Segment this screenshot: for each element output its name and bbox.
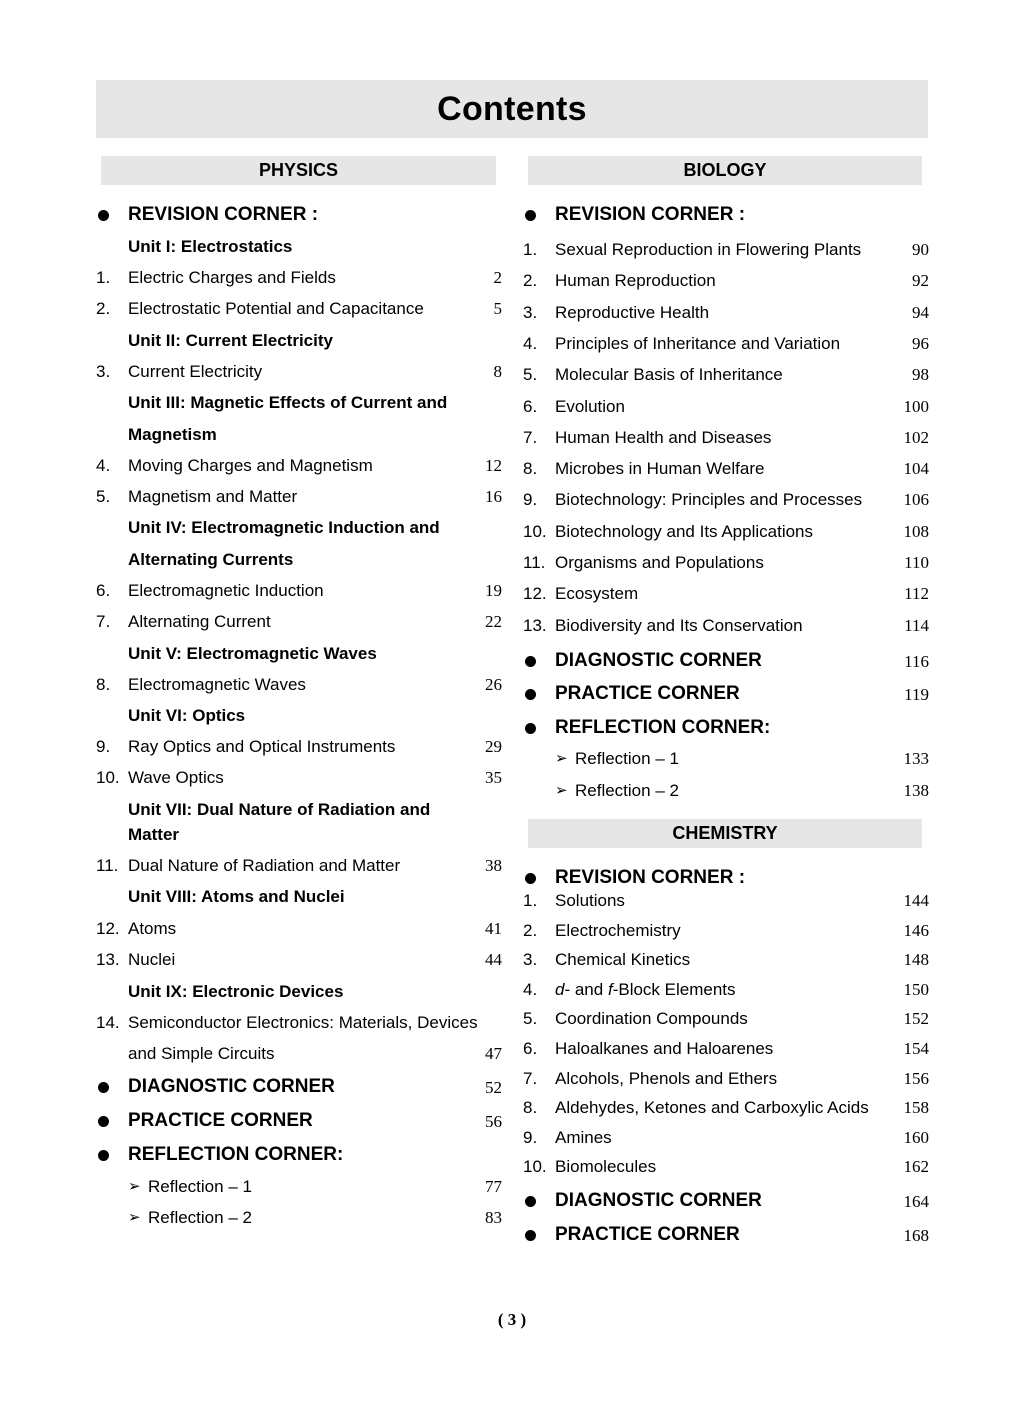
unit-label: Unit VIII: Atoms and Nuclei (128, 887, 345, 906)
toc-entry[interactable] (523, 428, 929, 456)
page-number: 90 (912, 240, 929, 259)
toc-entry[interactable] (96, 1013, 506, 1041)
physics-reflection-corner[interactable] (96, 1144, 506, 1172)
chapter-title: Haloalkanes and Haloarenes (555, 1039, 774, 1058)
chapter-title: Principles of Inheritance and Variation (555, 333, 841, 353)
unit-label: Unit IX: Electronic Devices (128, 982, 344, 1001)
arrow-bullet-icon: ➢ (555, 782, 568, 799)
chapter-number: 5. (96, 487, 111, 506)
chapter-number: 6. (523, 1039, 538, 1058)
corner-label: DIAGNOSTIC CORNER (128, 1076, 335, 1097)
chapter-number: 11. (523, 553, 546, 572)
unit-label: Magnetism (128, 425, 217, 444)
unit-heading (96, 550, 506, 578)
toc-entry[interactable] (523, 490, 929, 518)
chapter-title: Electromagnetic Waves (128, 675, 306, 694)
page-number: 168 (903, 1226, 929, 1245)
corner-label: DIAGNOSTIC CORNER (555, 650, 762, 671)
bullet-icon (98, 210, 109, 221)
page-number: 35 (485, 768, 502, 787)
toc-entry[interactable] (96, 362, 506, 390)
corner-label: DIAGNOSTIC CORNER (555, 1190, 762, 1211)
page-number: 110 (904, 553, 929, 572)
toc-entry[interactable] (96, 737, 506, 765)
biology-revision-corner[interactable] (523, 204, 929, 232)
page-number: 104 (903, 459, 929, 479)
chapter-title: Human Health and Diseases (555, 427, 772, 447)
chapter-title: Dual Nature of Radiation and Matter (128, 856, 401, 875)
reflection-label: Reflection – 2 (148, 1208, 252, 1227)
title-bar (96, 80, 928, 138)
chapter-title: Aldehydes, Ketones and Carboxylic Acids (555, 1098, 869, 1118)
unit-heading (96, 425, 506, 453)
chapter-number: 5. (523, 1009, 538, 1029)
page-number: 5 (493, 299, 502, 318)
page-number: 156 (903, 1068, 929, 1088)
toc-entry[interactable] (523, 522, 929, 550)
chapter-title: Solutions (555, 891, 625, 910)
toc-entry[interactable] (523, 459, 929, 487)
chapter-number: 7. (523, 1068, 538, 1088)
chapter-number: 1. (523, 891, 538, 910)
unit-label: Unit VII: Dual Nature of Radiation and (128, 800, 431, 819)
page-number: 47 (485, 1044, 502, 1063)
unit-heading (96, 393, 506, 421)
toc-entry[interactable] (96, 299, 506, 327)
page-number: 106 (903, 490, 929, 510)
unit-label: Matter (128, 825, 180, 844)
chapter-number: 10. (523, 521, 547, 541)
toc-entry[interactable] (523, 334, 929, 362)
reflection-label: Reflection – 2 (575, 781, 679, 800)
toc-entry[interactable] (523, 303, 929, 331)
toc-entry[interactable] (523, 553, 929, 581)
bullet-icon (98, 1082, 109, 1093)
biology-header: BIOLOGY (528, 156, 922, 185)
chapter-title: Electrostatic Potential and Capacitance (128, 299, 424, 318)
chapter-title: Magnetism and Matter (128, 487, 298, 506)
unit-label: Unit IV: Electromagnetic Induction and (128, 518, 440, 537)
toc-entry[interactable] (523, 271, 929, 299)
bullet-icon (525, 1196, 536, 1207)
chapter-title-part: -Block Elements (612, 979, 736, 999)
chapter-title: Alcohols, Phenols and Ethers (555, 1068, 778, 1088)
reflection-label: Reflection – 1 (148, 1177, 252, 1196)
toc-entry[interactable] (96, 768, 506, 796)
page-number: 133 (903, 749, 929, 768)
chapter-title: Coordination Compounds (555, 1009, 748, 1029)
chapter-number: 5. (523, 365, 538, 385)
page-title: Contents (437, 89, 587, 128)
chapter-title: Moving Charges and Magnetism (128, 456, 373, 475)
toc-entry[interactable] (96, 856, 506, 884)
chapter-title: Semiconductor Electronics: Materials, Devices (128, 1013, 478, 1032)
toc-entry[interactable] (523, 616, 929, 644)
bullet-icon (98, 1116, 109, 1127)
chapter-title: Organisms and Populations (555, 553, 764, 572)
toc-entry[interactable] (523, 1009, 929, 1037)
page-number: 164 (903, 1192, 929, 1211)
toc-entry[interactable] (523, 1069, 929, 1097)
reflection-entry[interactable] (96, 1208, 506, 1236)
toc-entry[interactable] (96, 612, 506, 640)
toc-entry[interactable] (523, 1157, 929, 1185)
chemistry-diagnostic-corner[interactable] (523, 1190, 929, 1218)
unit-heading (96, 800, 506, 828)
chapter-title: Electromagnetic Induction (128, 581, 324, 600)
chapter-title-continued: and Simple Circuits (128, 1044, 275, 1063)
toc-entry[interactable] (96, 456, 506, 484)
toc-entry[interactable] (96, 487, 506, 515)
chapter-title: Biodiversity and Its Conservation (555, 615, 803, 635)
unit-label: Unit III: Magnetic Effects of Current and (128, 393, 448, 412)
page-number: 92 (912, 271, 929, 291)
page-number: 154 (903, 1039, 929, 1058)
chapter-number: 8. (523, 459, 538, 479)
bullet-icon (98, 1150, 109, 1161)
toc-entry[interactable] (523, 921, 929, 949)
chapter-number: 3. (523, 950, 538, 970)
physics-header: PHYSICS (101, 156, 496, 185)
chapter-number: 13. (96, 950, 120, 969)
unit-label: Unit V: Electromagnetic Waves (128, 644, 377, 663)
arrow-bullet-icon: ➢ (555, 750, 568, 767)
chapter-number: 9. (523, 1127, 538, 1147)
chapter-number: 14. (96, 1013, 120, 1032)
page-number: 144 (903, 891, 929, 910)
chapter-title: Alternating Current (128, 612, 271, 631)
page-number: 152 (903, 1009, 929, 1029)
page-number: 44 (485, 950, 502, 969)
toc-entry[interactable] (96, 950, 506, 978)
bullet-icon (525, 689, 536, 700)
toc-entry-continued[interactable] (96, 1044, 506, 1072)
biology-diagnostic-corner[interactable] (523, 650, 929, 678)
toc-entry[interactable] (523, 950, 929, 978)
chapter-number: 10. (523, 1157, 547, 1177)
page-number: 83 (485, 1208, 502, 1227)
chapter-number: 1. (96, 268, 111, 287)
chapter-title: Nuclei (128, 950, 176, 969)
unit-heading (96, 237, 506, 265)
page-number: 146 (903, 920, 929, 940)
toc-entry[interactable] (523, 1128, 929, 1156)
page-number: 16 (485, 487, 502, 506)
chapter-title: Chemical Kinetics (555, 950, 691, 970)
toc-entry[interactable] (523, 365, 929, 393)
chapter-number: 2. (523, 920, 538, 940)
page-number: 119 (904, 685, 929, 704)
corner-label: REFLECTION CORNER: (555, 717, 771, 738)
chapter-title: Wave Optics (128, 768, 224, 787)
chapter-title: Microbes in Human Welfare (555, 459, 765, 479)
chapter-title: Electrochemistry (555, 920, 681, 940)
page-number: 19 (485, 581, 502, 600)
chapter-title: Biomolecules (555, 1157, 657, 1177)
chapter-title: Biotechnology and Its Applications (555, 521, 814, 541)
unit-label: Unit VI: Optics (128, 706, 246, 725)
toc-entry[interactable] (523, 1039, 929, 1067)
revision-corner-label: REVISION CORNER : (555, 204, 746, 225)
toc-entry[interactable] (523, 584, 929, 612)
page-number: 12 (485, 456, 502, 475)
toc-entry[interactable] (523, 240, 929, 268)
chapter-number: 6. (96, 581, 111, 600)
corner-label: PRACTICE CORNER (555, 683, 740, 704)
page-number: 102 (903, 427, 929, 447)
unit-heading (96, 706, 506, 734)
page-footer-number: ( 3 ) (497, 1310, 527, 1329)
biology-practice-corner[interactable] (523, 683, 929, 711)
chapter-number: 8. (523, 1098, 538, 1118)
page-number: 52 (485, 1078, 502, 1097)
bullet-icon (525, 723, 536, 734)
unit-heading (96, 825, 506, 853)
corner-label: REFLECTION CORNER: (128, 1144, 344, 1165)
chapter-number: 9. (96, 737, 111, 756)
page-number: 112 (904, 584, 929, 604)
chapter-number: 4. (523, 979, 538, 999)
page-number: 96 (912, 333, 929, 353)
revision-corner-label: REVISION CORNER : (128, 204, 319, 225)
chapter-number: 4. (96, 456, 111, 475)
page-number: 29 (485, 737, 502, 756)
physics-practice-corner[interactable] (96, 1110, 506, 1138)
unit-label: Alternating Currents (128, 550, 294, 569)
page-number: 56 (485, 1112, 502, 1131)
page-number: 108 (903, 521, 929, 541)
page-number: 77 (485, 1177, 502, 1196)
unit-heading (96, 887, 506, 915)
chapter-title: Atoms (128, 919, 177, 938)
page-number: 160 (903, 1127, 929, 1147)
toc-entry[interactable] (96, 268, 506, 296)
chapter-title: Ray Optics and Optical Instruments (128, 737, 396, 756)
reflection-entry[interactable] (96, 1177, 506, 1205)
page-number: 150 (903, 979, 929, 999)
chapter-number: 2. (523, 271, 538, 291)
revision-corner-label: REVISION CORNER : (555, 867, 746, 888)
unit-heading (96, 982, 506, 1010)
arrow-bullet-icon: ➢ (128, 1178, 141, 1195)
chapter-number: 11. (96, 856, 119, 875)
corner-label: PRACTICE CORNER (555, 1224, 740, 1245)
chapter-number: 13. (523, 615, 547, 635)
page-number: 114 (904, 615, 929, 635)
physics-diagnostic-corner[interactable] (96, 1076, 506, 1104)
bullet-icon (525, 656, 536, 667)
chapter-number: 10. (96, 768, 120, 787)
chapter-title: Human Reproduction (555, 271, 716, 291)
chapter-number: 7. (523, 427, 538, 447)
chapter-number: 12. (523, 584, 547, 604)
page-number: 116 (904, 652, 929, 671)
chapter-title: Sexual Reproduction in Flowering Plants (555, 240, 862, 259)
page-number: 8 (493, 362, 502, 381)
chapter-number: 4. (523, 333, 538, 353)
unit-heading (96, 331, 506, 359)
bullet-icon (525, 1230, 536, 1241)
chapter-title: Reproductive Health (555, 302, 710, 322)
chapter-number: 2. (96, 299, 111, 318)
bullet-icon (525, 873, 536, 884)
reflection-entry[interactable] (523, 781, 929, 809)
reflection-entry[interactable] (523, 749, 929, 777)
page-number: 148 (903, 950, 929, 970)
chapter-title (555, 980, 736, 1000)
chapter-number: 8. (96, 675, 111, 694)
page-number: 41 (485, 919, 502, 938)
chapter-number: 1. (523, 240, 538, 259)
page-number: 26 (485, 675, 502, 694)
toc-entry[interactable] (523, 1098, 929, 1126)
chapter-title: Biotechnology: Principles and Processes (555, 490, 863, 510)
chapter-title-part: d (555, 979, 565, 999)
page-number: 2 (493, 268, 502, 287)
chapter-title: Evolution (555, 396, 625, 416)
chemistry-header: CHEMISTRY (528, 819, 922, 848)
page-number: 94 (912, 302, 929, 322)
chapter-title: Ecosystem (555, 584, 639, 604)
toc-entry[interactable] (523, 891, 929, 919)
arrow-bullet-icon: ➢ (128, 1209, 141, 1226)
physics-revision-corner[interactable] (96, 204, 506, 232)
reflection-label: Reflection – 1 (575, 749, 679, 768)
bullet-icon (525, 210, 536, 221)
unit-heading (96, 518, 506, 546)
chapter-number: 3. (96, 362, 111, 381)
chapter-title: Amines (555, 1127, 612, 1147)
biology-reflection-corner[interactable] (523, 717, 929, 745)
chapter-title: Molecular Basis of Inheritance (555, 365, 783, 385)
toc-entry[interactable] (96, 919, 506, 947)
page-number: 22 (485, 612, 502, 631)
toc-entry[interactable] (523, 980, 929, 1008)
unit-label: Unit II: Current Electricity (128, 331, 333, 350)
unit-heading (96, 644, 506, 672)
chapter-number: 3. (523, 302, 538, 322)
page-number: 98 (912, 365, 929, 385)
chapter-number: 6. (523, 396, 538, 416)
chapter-title-part: - and (564, 979, 608, 999)
chapter-number: 12. (96, 919, 120, 938)
chapter-number: 7. (96, 612, 111, 631)
corner-label: PRACTICE CORNER (128, 1110, 313, 1131)
page-number: 138 (903, 781, 929, 800)
chapter-title: Current Electricity (128, 362, 263, 381)
page-number: 162 (903, 1157, 929, 1177)
chapter-title: Electric Charges and Fields (128, 268, 336, 287)
unit-label: Unit I: Electrostatics (128, 237, 293, 256)
chemistry-practice-corner[interactable] (523, 1224, 929, 1252)
page-number: 158 (903, 1098, 929, 1118)
chapter-title-part: f (607, 979, 613, 999)
toc-entry[interactable] (96, 675, 506, 703)
toc-entry[interactable] (96, 581, 506, 609)
page-number: 38 (485, 856, 502, 875)
page-number: 100 (903, 396, 929, 416)
chapter-number: 9. (523, 490, 538, 510)
toc-entry[interactable] (523, 397, 929, 425)
